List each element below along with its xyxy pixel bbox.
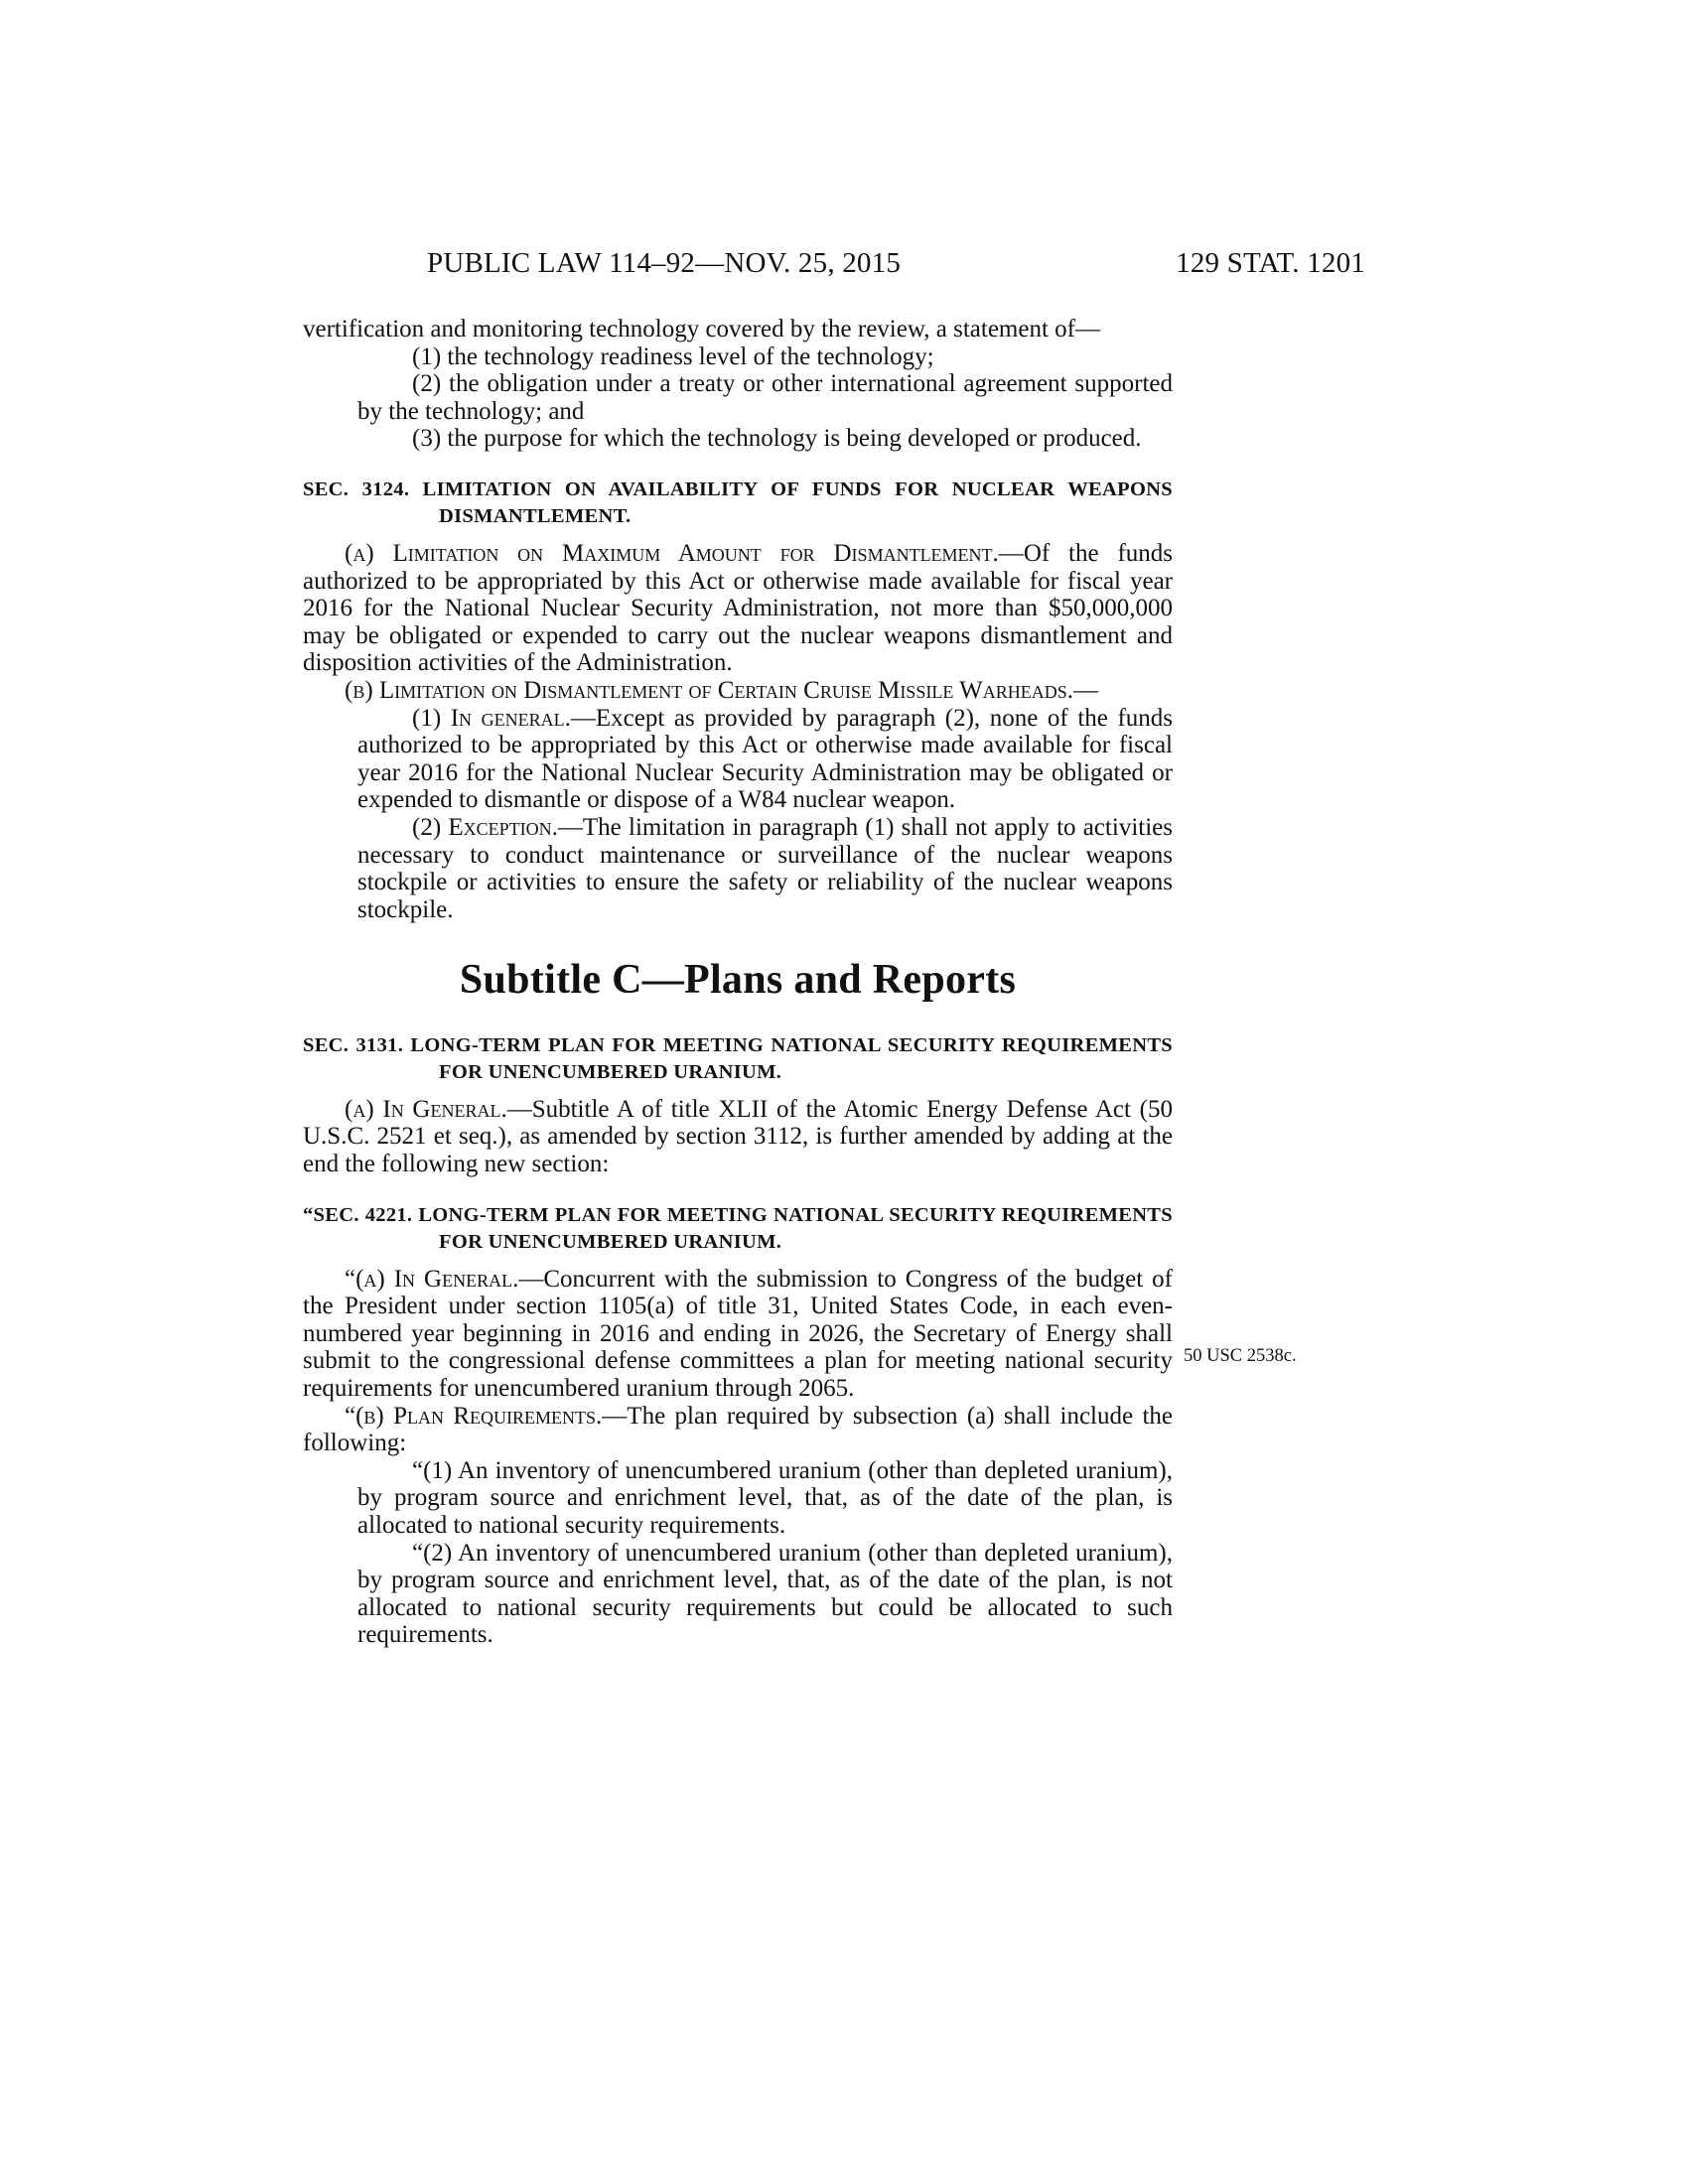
section-4221-a-text: Concurrent with the submission to Congress of the budget of the President under section 1105(a) of title 31, United States Code, in each even-numbered year beginning in 2016 and ending in 2026, the Secretary of Energy shall submit to the congressional defense committees a plan for meeting national security requirements for unencumbered uranium through 2065. bbox=[303, 1265, 1173, 1403]
intro-item-2: (2) the obligation under a treaty or other international agreement supported by the technology; and bbox=[357, 370, 1173, 425]
section-4221-b-label: “(b) Plan Requirements.— bbox=[345, 1402, 628, 1430]
section-4221-b-text: The plan required by subsection (a) shall include the following: bbox=[303, 1402, 1173, 1457]
section-4221-b-item-2: “(2) An inventory of unencumbered uranium (other than depleted uranium), by program source and enrichment level, that, as of the date of the plan, is not allocated to national security requirements but could be allocated to such requirements. bbox=[357, 1539, 1173, 1649]
section-3124-b2-label: (2) Exception.— bbox=[412, 813, 583, 841]
section-3124-b2 bbox=[303, 814, 1173, 923]
subtitle-heading: Subtitle C—Plans and Reports bbox=[459, 957, 1017, 1004]
section-3131-a bbox=[303, 1096, 1173, 1178]
section-4221-b-item-1: “(1) An inventory of unencumbered uranium (other than depleted uranium), by program source and enrichment level, that, as of the date of the plan, is allocated to national security requirements. bbox=[357, 1456, 1173, 1539]
section-4221-a bbox=[303, 1266, 1173, 1403]
section-3131-a-label: (a) In General.— bbox=[345, 1095, 532, 1123]
section-3124-b-label: (b) Limitation on Dismantlement of Certain Cruise Missile Warheads.— bbox=[345, 676, 1098, 704]
section-4221-b bbox=[303, 1403, 1173, 1457]
section-3124-heading: SEC. 3124. LIMITATION ON AVAILABILITY OF FUNDS FOR NUCLEAR WEAPONS DISMANTLEMENT. bbox=[303, 478, 1173, 527]
section-4221-a-label: “(a) In General.— bbox=[345, 1265, 544, 1293]
section-3124-b1-text: Except as provided by paragraph (2), none of the funds authorized to be appropriated by this Act or otherwise made available for fiscal year 2016 for the National Nuclear Security Administration may be obligated or expended to dismantle or dispose of a W84 nuclear weapon. bbox=[357, 704, 1173, 814]
section-3131-heading: SEC. 3131. LONG-TERM PLAN FOR MEETING NATIONAL SECURITY REQUIREMENTS FOR UNENCUMBERED URANIUM. bbox=[303, 1033, 1173, 1083]
section-3124-a-label: (a) Limitation on Maximum Amount for Dismantlement.— bbox=[345, 539, 1024, 567]
page-header bbox=[298, 247, 1365, 287]
intro-item-3: (3) the purpose for which the technology is being developed or produced. bbox=[412, 425, 1142, 453]
margin-citation-note: 50 USC 2538c. bbox=[1184, 1346, 1297, 1366]
statute-page-number: 129 STAT. 1201 bbox=[1176, 247, 1365, 279]
section-3124-b2-text: The limitation in paragraph (1) shall not apply to activities necessary to conduct maintenance or surveillance of the nuclear weapons stockpile or activities to ensure the safety or reliability of the nuclear weapons stockpile. bbox=[357, 813, 1173, 923]
section-3131-a-text: Subtitle A of title XLII of the Atomic Energy Defense Act (50 U.S.C. 2521 et seq.), as amended by section 3112, is further amended by adding at the end the following new section: bbox=[303, 1095, 1173, 1178]
section-3124-b1 bbox=[303, 705, 1173, 814]
section-3124-a-text: Of the funds authorized to be appropriated by this Act or otherwise made available for fiscal year 2016 for the National Nuclear Security Administration, not more than $50,000,000 may be obligated or expended to carry out the nuclear weapons dismantlement and disposition activities of the Administration. bbox=[303, 539, 1173, 677]
section-3124-b1-label: (1) In general.— bbox=[412, 704, 596, 732]
section-3124-a bbox=[303, 540, 1173, 677]
document-body bbox=[303, 316, 1173, 1649]
intro-line: vertification and monitoring technology covered by the review, a statement of— bbox=[303, 316, 1100, 342]
running-head-title: PUBLIC LAW 114–92—NOV. 25, 2015 bbox=[427, 247, 902, 279]
intro-item-1: (1) the technology readiness level of the technology; bbox=[412, 342, 934, 370]
section-4221-heading: “SEC. 4221. LONG-TERM PLAN FOR MEETING NATIONAL SECURITY REQUIREMENTS FOR UNENCUMBERED URANIUM. bbox=[303, 1203, 1173, 1253]
